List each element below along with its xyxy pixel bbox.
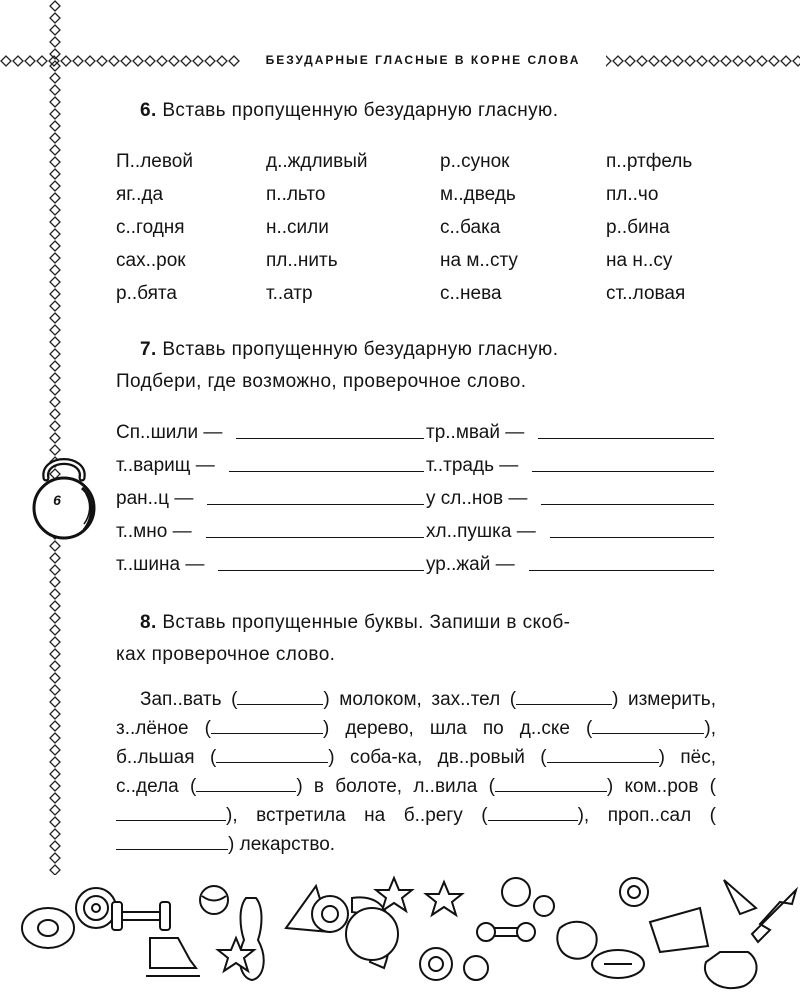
dash: —: [516, 521, 536, 542]
word-label: тр..мвай: [426, 422, 500, 443]
dash: —: [499, 455, 519, 476]
ball-icon: [557, 922, 596, 959]
answer-line[interactable]: [207, 482, 424, 505]
answer-line[interactable]: [236, 416, 424, 439]
task8-heading: [116, 607, 716, 671]
answer-row: [116, 548, 426, 581]
answer-blank[interactable]: [216, 744, 328, 763]
word-label: т..традь: [426, 455, 494, 476]
dash: —: [172, 521, 192, 542]
answer-blank[interactable]: [547, 744, 659, 763]
flag-icon: [724, 880, 756, 914]
skate-icon: [150, 938, 196, 968]
dash: —: [508, 488, 528, 509]
answer-row: [426, 515, 716, 548]
answer-row: [426, 416, 716, 449]
answer-blank[interactable]: [237, 686, 323, 705]
text-part: ), проп..сал (: [577, 805, 716, 826]
answer-row: [426, 548, 716, 581]
header-title: БЕЗУДАРНЫЕ ГЛАСНЫЕ В КОРНЕ СЛОВА: [240, 49, 606, 71]
word-label: т..мно: [116, 521, 168, 542]
task7-instruction-line1: Вставь пропущенную безударную гласную.: [162, 339, 559, 360]
stopwatch-icon: [502, 878, 530, 906]
task7-heading: [116, 334, 716, 398]
task7-instruction-line2: Подбери, где возможно, проверочное слово.: [116, 371, 527, 392]
task7-answer-grid: [116, 416, 716, 581]
text-part: ) дерево, шла по д..ске (: [322, 718, 593, 739]
task8-instruction-line1: Вставь пропущенные буквы. Запиши в скоб-: [162, 612, 571, 633]
word-cell: т..атр: [266, 283, 313, 304]
answer-row: [426, 449, 716, 482]
dash: —: [185, 554, 205, 575]
dash: —: [495, 554, 515, 575]
word-cell: с..нева: [440, 283, 502, 304]
word-label: у сл..нов: [426, 488, 504, 509]
word-label: т..шина: [116, 554, 181, 575]
text-part: ) в болоте, л..вила (: [296, 776, 495, 797]
weight-icon: [346, 908, 398, 960]
boxing-glove-icon: [705, 952, 757, 988]
text-part: ) измерить, з..лёное (: [116, 689, 716, 739]
word-cell: р..бята: [116, 283, 177, 304]
answer-row: [116, 482, 426, 515]
word-cell: на н..су: [606, 250, 673, 271]
answer-line[interactable]: [538, 416, 714, 439]
answer-line[interactable]: [529, 548, 714, 571]
answer-line[interactable]: [206, 515, 424, 538]
answer-blank[interactable]: [211, 715, 323, 734]
word-cell: п..льто: [266, 184, 326, 205]
dash: —: [195, 455, 215, 476]
task7-number: 7.: [140, 339, 157, 360]
task6-word-grid: [116, 145, 716, 310]
text-part: ) пёс, с..дела (: [116, 747, 717, 797]
task8-number: 8.: [140, 612, 157, 633]
answer-blank[interactable]: [495, 773, 607, 792]
text-part: Зап..вать (: [140, 689, 238, 710]
word-cell: п..ртфель: [606, 151, 693, 172]
dash: —: [174, 488, 194, 509]
word-cell: П..левой: [116, 151, 193, 172]
task6-number: 6.: [140, 100, 157, 121]
text-part: ) молоком, зах..тел (: [323, 689, 517, 710]
dumbbell-icon: [118, 912, 164, 920]
word-cell: м..дведь: [440, 184, 516, 205]
answer-blank[interactable]: [116, 831, 228, 850]
word-label: т..варищ: [116, 455, 191, 476]
word-cell: с..годня: [116, 217, 185, 238]
worksheet-content: [116, 95, 716, 859]
word-cell: яг..да: [116, 184, 164, 205]
answer-line[interactable]: [541, 482, 714, 505]
answer-blank[interactable]: [196, 773, 296, 792]
word-cell: сах..рок: [116, 250, 186, 271]
star-icon: [426, 882, 462, 915]
word-cell: р..сунок: [440, 151, 510, 172]
answer-blank[interactable]: [116, 802, 226, 821]
word-cell: пл..нить: [266, 250, 338, 271]
text-part: ) лекарство.: [228, 834, 336, 855]
word-cell: р..бина: [606, 217, 670, 238]
text-part: ) ком..ров (: [606, 776, 717, 797]
answer-line[interactable]: [532, 449, 714, 472]
word-label: ран..ц: [116, 488, 170, 509]
page-number: 6: [53, 492, 61, 508]
text-part: ), встретила на б..регу (: [226, 805, 488, 826]
answer-line[interactable]: [550, 515, 714, 538]
answer-row: [116, 416, 426, 449]
tennis-ball-icon: [464, 956, 488, 980]
word-cell: на м..сту: [440, 250, 518, 271]
task8-instruction-line2: ках проверочное слово.: [116, 644, 336, 665]
word-cell: д..ждливый: [266, 151, 368, 172]
dash: —: [505, 422, 525, 443]
word-label: Сп..шили: [116, 422, 199, 443]
word-cell: с..бака: [440, 217, 501, 238]
dash: —: [203, 422, 223, 443]
chain-border-vertical: [44, 0, 66, 875]
answer-row: [426, 482, 716, 515]
shuttlecock-icon: [650, 908, 708, 952]
text-part: ) соба-ка, дв..ровый (: [328, 747, 547, 768]
text-part: ), б..льшая (: [116, 718, 716, 768]
answer-blank[interactable]: [488, 802, 578, 821]
task6-heading: [116, 95, 716, 127]
word-label: ур..жай: [426, 554, 491, 575]
word-label: хл..пушка: [426, 521, 512, 542]
task6-instruction: Вставь пропущенную безударную гласную.: [162, 100, 559, 121]
arrow-icon: [752, 890, 796, 942]
answer-line[interactable]: [218, 548, 424, 571]
word-cell: пл..чо: [606, 184, 659, 205]
sports-decoration-footer: [0, 868, 800, 1000]
answer-row: [116, 515, 426, 548]
answer-line[interactable]: [229, 449, 424, 472]
task8-paragraph: [116, 685, 716, 859]
word-cell: н..сили: [266, 217, 329, 238]
answer-row: [116, 449, 426, 482]
answer-blank[interactable]: [592, 715, 704, 734]
word-cell: ст..ловая: [606, 283, 686, 304]
answer-blank[interactable]: [516, 686, 612, 705]
